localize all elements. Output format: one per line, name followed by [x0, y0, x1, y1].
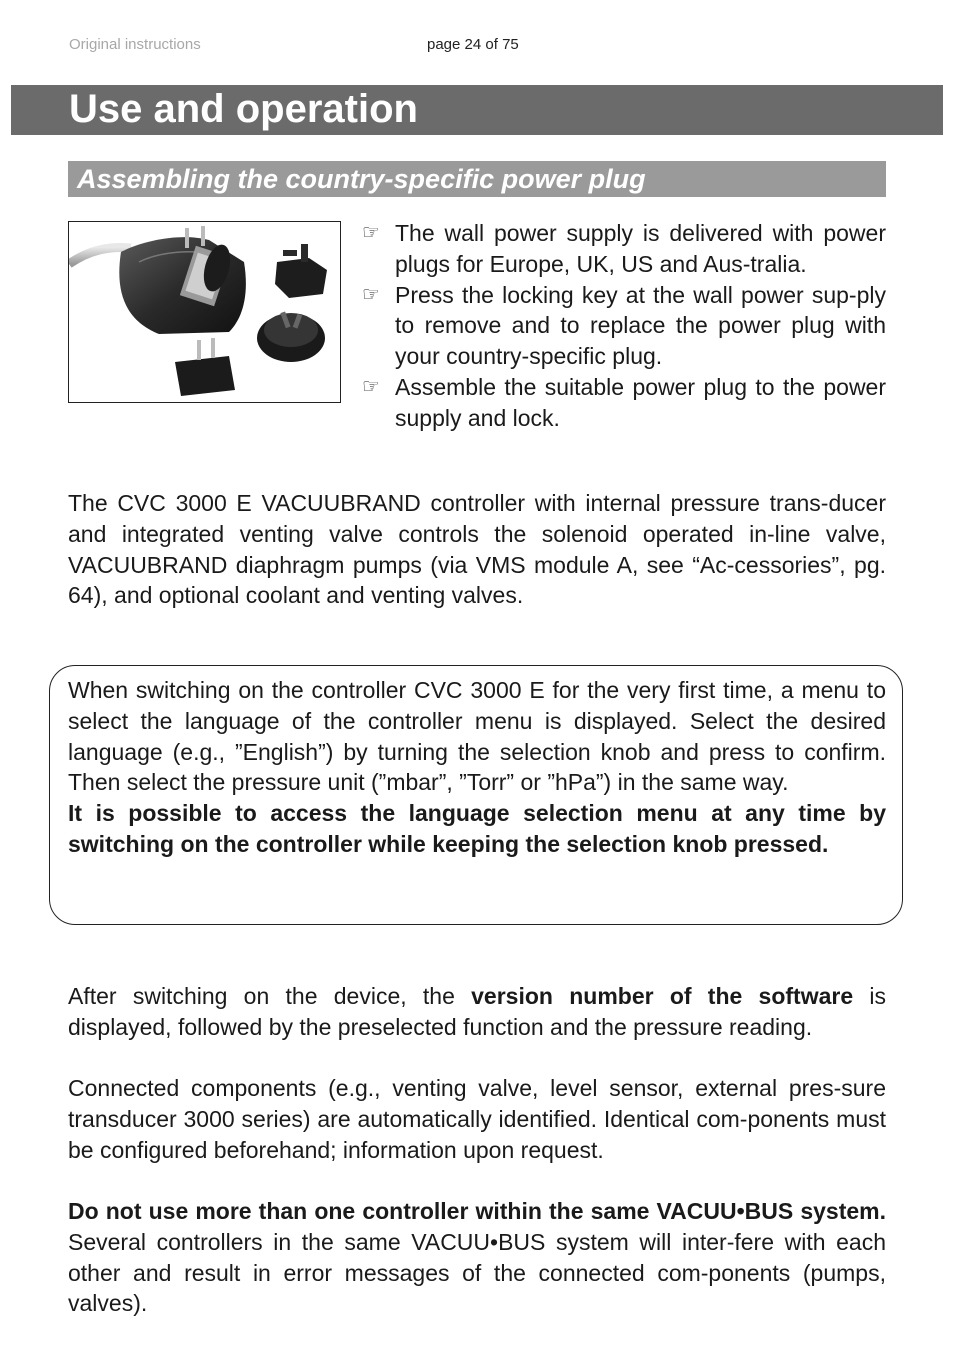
vacuubus-warning-bold: Do not use more than one controller within the same VACUU•BUS system.	[68, 1198, 886, 1224]
list-item	[362, 372, 886, 434]
list-item-text: Press the locking key at the wall power sup-ply to remove and to replace the power plug with your country-specific plug.	[395, 281, 886, 370]
list-item	[362, 218, 886, 280]
vacuubus-text: Several controllers in the same VACUU•BUS system will inter-fere with each other and result in error messages of the connected com-ponents (pumps, valves).	[68, 1228, 886, 1317]
note-text: When switching on the controller CVC 3000 E for the very first time, a menu to select the language of the controller menu is displayed. Select the desired language (e.g., ”English”) by turning the selection knob and press to confirm. Then select the pressure unit (”mbar”, ”Torr” or ”hPa”) in the same way.	[68, 677, 886, 796]
list-item-text: The wall power supply is delivered with power plugs for Europe, UK, US and Aus-tralia.	[395, 220, 886, 277]
intro-paragraph: The CVC 3000 E VACUUBRAND controller with internal pressure trans-ducer and integrated venting valve controls the solenoid operated in-line valve, VACUUBRAND diaphragm pumps (via VMS module A, see “Ac-cessories”, pg. 64), and optional coolant and venting valves.	[68, 490, 886, 609]
power-supply-photo	[68, 221, 341, 403]
power-supply-illustration	[69, 222, 340, 402]
header-left-label: Original instructions	[69, 36, 201, 53]
pointing-hand-icon: ☞	[362, 222, 380, 244]
note-content	[68, 675, 886, 860]
list-item	[362, 280, 886, 372]
pointing-hand-icon: ☞	[362, 375, 380, 398]
vacuubus-paragraph	[68, 1196, 886, 1319]
software-text-bold: version number of the software	[471, 983, 854, 1009]
software-version-paragraph	[68, 981, 886, 1043]
software-text-before: After switching on the device, the	[68, 983, 472, 1009]
subsection-title: Assembling the country-specific power plug	[77, 164, 646, 194]
list-item-text: Assemble the suitable power plug to the power supply and lock.	[395, 373, 886, 431]
components-paragraph: Connected components (e.g., venting valve, level sensor, external pres-sure transducer 3000 series) are automatically identified. Identical com-ponents must be configured beforehand; information upon request.	[68, 1075, 886, 1163]
page-number: page 24 of 75	[427, 36, 519, 53]
section-title-bar	[11, 85, 943, 135]
note-bold-text: It is possible to access the language selection menu at any time by switching on the controller while keeping the selection knob pressed.	[68, 800, 886, 857]
note-box	[49, 665, 903, 925]
pointing-hand-icon: ☞	[362, 283, 380, 306]
subsection-title-bar	[68, 161, 886, 197]
software-text-after: is displayed, followed by the preselected function and the pressure reading.	[68, 983, 886, 1040]
section-title: Use and operation	[69, 87, 418, 131]
bullet-list	[362, 218, 886, 434]
